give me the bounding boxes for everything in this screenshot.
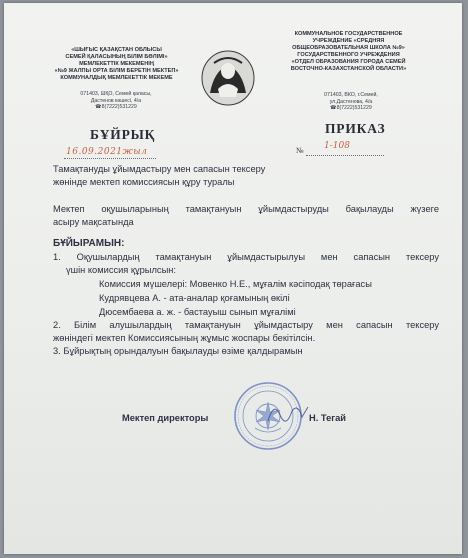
number-prefix: № bbox=[296, 146, 304, 155]
address-line: 071403, ВКО, г.Семей, bbox=[324, 92, 378, 98]
header-kz-line: «ШЫҒЫС ҚАЗАҚСТАН ОБЛЫСЫ bbox=[71, 47, 162, 53]
title-russian: ПРИКАЗ bbox=[325, 121, 386, 136]
title-kazakh: БҰЙРЫҚ bbox=[90, 127, 156, 142]
header-ru-line: УЧРЕЖДЕНИЕ «СРЕДНЯЯ bbox=[312, 38, 385, 44]
header-kz-line: СЕМЕЙ ҚАЛАСЫНЫҢ БІЛІМ БӨЛІМІ» bbox=[65, 54, 168, 60]
subject-line: Тамақтануды ұйымдастыру мен сапасын тексеру bbox=[53, 164, 266, 174]
director-title: Мектеп директоры bbox=[122, 413, 209, 423]
phone-line bbox=[291, 105, 411, 112]
item-2-line: 2. Білім алушылардың тамақтануын ұйымдастыру мен сапасын тексеру bbox=[53, 320, 439, 330]
header-ru-line: ГОСУДАРСТВЕННОГО УЧРЕЖДЕНИЯ bbox=[297, 52, 400, 58]
address-kazakh bbox=[56, 91, 176, 111]
number-underline bbox=[306, 155, 384, 156]
header-kz-line: МЕМЛЕКЕТТІК МЕКЕМЕНІҢ bbox=[79, 61, 154, 67]
phone-line bbox=[56, 104, 176, 111]
item-3-line: 3. Бұйрықтың орындалуын бақылауды өзіме қалдырамын bbox=[53, 346, 303, 356]
header-kazakh bbox=[34, 47, 199, 82]
header-ru-line: ВОСТОЧНО-КАЗАХСТАНСКОЙ ОБЛАСТИ» bbox=[290, 66, 407, 72]
commission-member: Комиссия мүшелері: Мовенко Н.Е., мұғалім кәсіподақ төрағасы bbox=[99, 279, 372, 289]
handwritten-number: 1-108 bbox=[324, 141, 350, 151]
phone-number: 8(7222)531229 bbox=[336, 105, 372, 112]
phone-icon: ☎ bbox=[95, 104, 102, 111]
signature-scribble-icon bbox=[266, 397, 310, 427]
commission-member: Кудрявцева А. - ата-аналар қоғамының өкілі bbox=[99, 293, 290, 303]
header-ru-line: ОБЩЕОБРАЗОВАТЕЛЬНАЯ ШКОЛА №9» bbox=[292, 45, 405, 51]
header-russian bbox=[266, 31, 431, 73]
header-kz-line: «№9 ЖАЛПЫ ОРТА БІЛІМ БЕРЕТІН МЕКТЕП» bbox=[54, 68, 179, 74]
address-line: 071403, ШҚО, Семей қаласы, bbox=[80, 91, 152, 97]
address-line: Дастенов көшесі, 4/а bbox=[90, 97, 142, 104]
address-russian bbox=[291, 92, 411, 112]
phone-icon: ☎ bbox=[330, 105, 337, 112]
order-document bbox=[4, 3, 462, 554]
order-heading: БҰЙЫРАМЫН: bbox=[53, 238, 125, 249]
header-kz-line: КОММУНАЛДЫҚ МЕМЛЕКЕТТІК МЕКЕМЕ bbox=[60, 75, 173, 81]
address-line: ул.Дастенова, 4/а bbox=[329, 98, 373, 105]
phone-number: 8(7222)531229 bbox=[101, 104, 137, 111]
date-underline bbox=[64, 158, 156, 159]
handwritten-date: 16.09.2021жыл bbox=[66, 147, 148, 157]
item-1-line: үшін комиссия құрылсын: bbox=[66, 265, 176, 275]
item-2-line: жөніндегі мектеп Комиссиясының жұмыс жоспары бекітілсін. bbox=[53, 333, 316, 343]
purpose-line: Мектеп оқушыларының тамақтануын ұйымдастыруды бақылауды жүзеге bbox=[53, 204, 439, 214]
subject-line: жөнінде мектеп комиссиясын құру туралы bbox=[53, 177, 235, 187]
school-emblem-icon bbox=[200, 49, 256, 107]
director-name: Н. Тегай bbox=[309, 413, 347, 423]
purpose-line: асыру мақсатында bbox=[53, 217, 134, 227]
commission-member: Дюсембаева а. ж. - бастауыш сынып мұғалімі bbox=[99, 307, 296, 317]
header-ru-line: «ОТДЕЛ ОБРАЗОВАНИЯ ГОРОДА СЕМЕЙ bbox=[291, 59, 406, 65]
header-ru-line: КОММУНАЛЬНОЕ ГОСУДАРСТВЕННОЕ bbox=[294, 31, 403, 37]
item-1-line: 1. Оқушылардың тамақтануын ұйымдастырылуы мен сапасын тексеру bbox=[53, 252, 439, 262]
